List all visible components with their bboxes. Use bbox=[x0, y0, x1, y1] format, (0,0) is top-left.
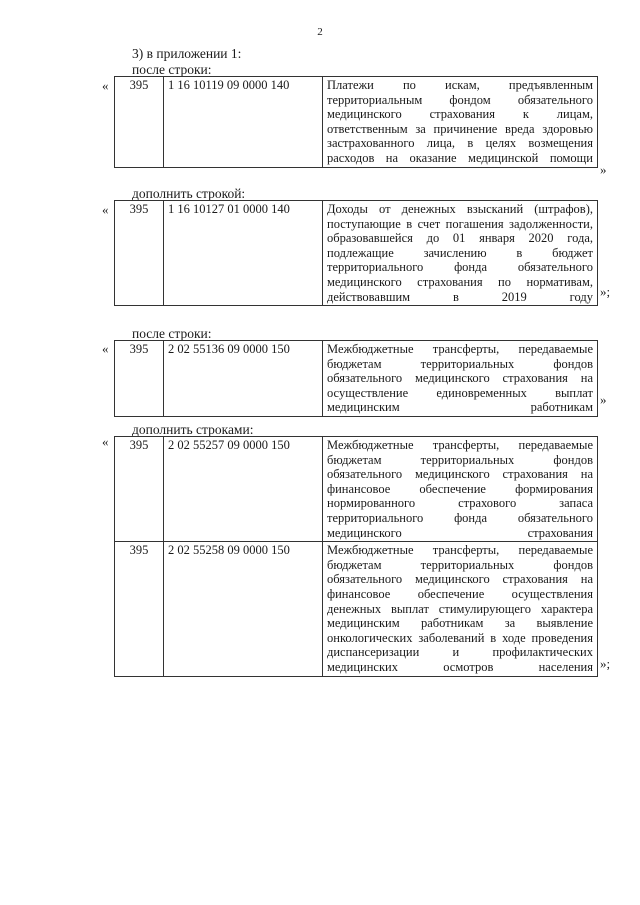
description-cell bbox=[323, 341, 598, 417]
description-cell bbox=[323, 201, 598, 306]
kbk-code-cell: 2 02 55257 09 0000 150 bbox=[164, 437, 323, 542]
description-text: Доходы от денежных взысканий (штрафов), поступающие в счет погашения задолженности, образовавшейся до 01 января 2020 года, подлежащие зачислению в бюджет территориального фонда обязательного медицинского страхования по нормативам, действовавшим в 2019 году bbox=[327, 202, 593, 304]
description-text: Межбюджетные трансферты, передаваемые бюджетам территориальных фондов обязательного медицинского страхования на финансовое обеспечение осуществления денежных выплат стимулирующего характера медицинским работникам за выявление онкологических заболеваний в ходе проведения диспансеризации и профилактических медицинских осмотров населения bbox=[327, 543, 593, 674]
section-label: дополнить строками: bbox=[132, 422, 254, 437]
admin-code-cell: 395 bbox=[115, 437, 164, 542]
description-text: Платежи по искам, предъявленным территориальным фондом обязательного медицинского страхования к лицам, ответственным за причинение вреда здоровью застрахованного лица, в целях возмещения расходов на оказание медицинской помощи bbox=[327, 78, 593, 165]
kbk-code-cell: 2 02 55136 09 0000 150 bbox=[164, 341, 323, 417]
page-number: 2 bbox=[317, 26, 323, 38]
section-table bbox=[114, 200, 598, 306]
open-quote: « bbox=[102, 78, 109, 93]
admin-code-cell: 395 bbox=[115, 341, 164, 417]
kbk-code-cell: 1 16 10127 01 0000 140 bbox=[164, 201, 323, 306]
open-quote: « bbox=[102, 434, 109, 449]
close-quote: » bbox=[600, 162, 607, 177]
amendment-heading: 3) в приложении 1: bbox=[132, 46, 242, 61]
close-quote: »; bbox=[600, 656, 611, 671]
open-quote: « bbox=[102, 202, 109, 217]
description-text: Межбюджетные трансферты, передаваемые бюджетам территориальных фондов обязательного медицинского страхования на финансовое обеспечение формирования нормированного страхового запаса территориального фонда обязательного медицинского страхования bbox=[327, 438, 593, 540]
admin-code-cell: 395 bbox=[115, 77, 164, 168]
table-row bbox=[115, 201, 598, 306]
section-label: после строки: bbox=[132, 326, 212, 341]
table-row bbox=[115, 437, 598, 542]
description-text: Межбюджетные трансферты, передаваемые бюджетам территориальных фондов обязательного медицинского страхования на осуществление единовременных выплат медицинским работникам bbox=[327, 342, 593, 415]
table-row bbox=[115, 542, 598, 676]
table-row bbox=[115, 77, 598, 168]
open-quote: « bbox=[102, 341, 109, 356]
table-row bbox=[115, 341, 598, 417]
section-table bbox=[114, 436, 598, 677]
section-table bbox=[114, 76, 598, 168]
description-cell bbox=[323, 542, 598, 676]
section-label: после строки: bbox=[132, 62, 212, 77]
close-quote: » bbox=[600, 392, 607, 407]
section-table bbox=[114, 340, 598, 417]
description-cell bbox=[323, 77, 598, 168]
description-cell bbox=[323, 437, 598, 542]
admin-code-cell: 395 bbox=[115, 542, 164, 676]
section-label: дополнить строкой: bbox=[132, 186, 246, 201]
close-quote: »; bbox=[600, 284, 611, 299]
kbk-code-cell: 2 02 55258 09 0000 150 bbox=[164, 542, 323, 676]
kbk-code-cell: 1 16 10119 09 0000 140 bbox=[164, 77, 323, 168]
admin-code-cell: 395 bbox=[115, 201, 164, 306]
